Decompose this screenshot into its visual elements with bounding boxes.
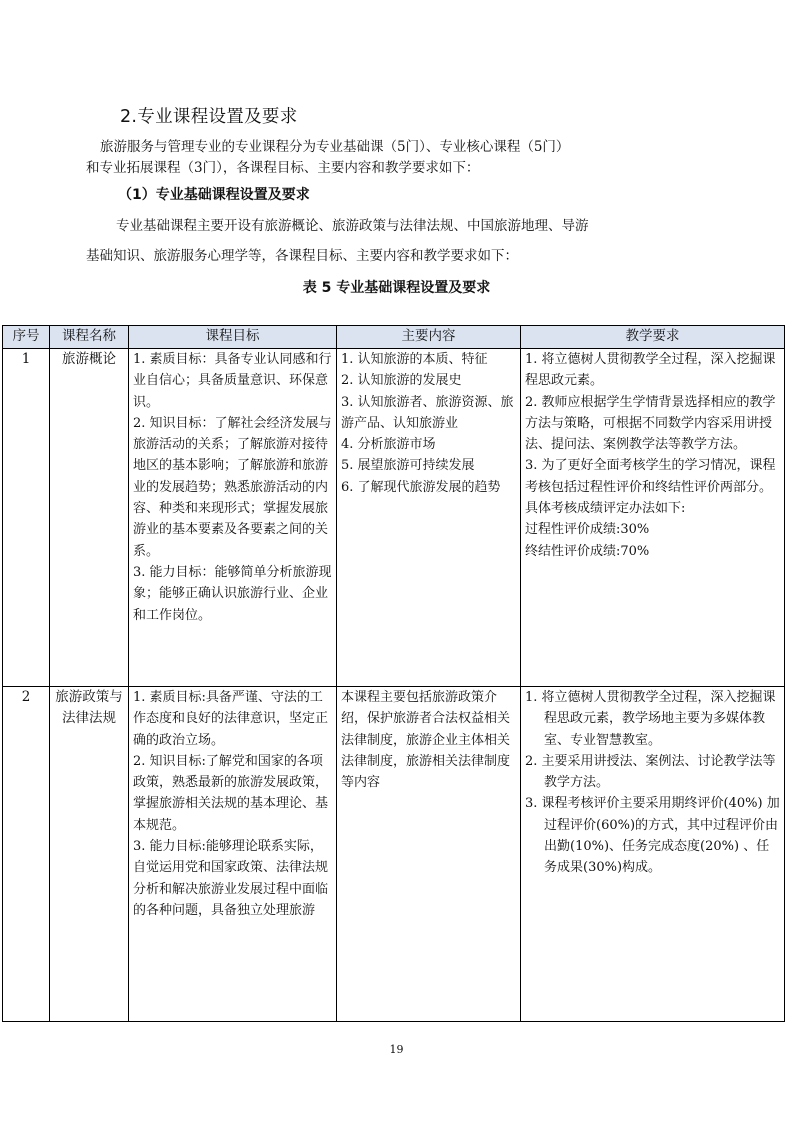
paragraph-line-2: 基础知识、旅游服务心理学等，各课程目标、主要内容和教学要求如下： bbox=[86, 248, 518, 264]
header-content: 主要内容 bbox=[337, 326, 521, 349]
intro-line-1: 旅游服务与管理专业的专业课程分为专业基础课（5门）、专业核心课程（5门） bbox=[100, 139, 570, 155]
content-item: 6. 了解现代旅游发展的趋势 bbox=[341, 479, 501, 495]
goal-item: 2. 知识目标:了解党和国家的各项政策，熟悉最新的旅游发展政策，掌握旅游相关法规的基本理论、基本规范。 bbox=[133, 753, 329, 833]
row-name: 旅游政策与法律法规 bbox=[50, 687, 129, 1022]
requirement-item: 1. 将立德树人贯彻教学全过程，深入挖掘课程思政元素。 bbox=[525, 352, 776, 389]
course-table bbox=[2, 325, 785, 1022]
content-item: 1. 认知旅游的本质、特征 bbox=[341, 352, 488, 367]
content-item: 4. 分析旅游市场 bbox=[341, 437, 436, 453]
requirement-item: 3. 为了更好全面考核学生的学习情况，课程考核包括过程性评价和终结性评价两部分。具体考核成绩评定办法如下: bbox=[525, 458, 776, 517]
requirement-item: 终结性评价成绩:70% bbox=[525, 543, 650, 559]
table-caption: 表 5 专业基础课程设置及要求 bbox=[302, 280, 491, 296]
header-name: 课程名称 bbox=[50, 326, 129, 349]
row-goals bbox=[129, 687, 337, 1022]
row-requirements bbox=[521, 349, 785, 687]
row-content bbox=[337, 349, 521, 687]
row-goals bbox=[129, 349, 337, 687]
content-item: 3. 认知旅游者、旅游资源、旅游产品、认知旅游业 bbox=[341, 394, 514, 431]
content-item: 2. 认知旅游的发展史 bbox=[341, 373, 462, 389]
content-item: 5. 展望旅游可持续发展 bbox=[341, 458, 475, 474]
section-heading: 2.专业课程设置及要求 bbox=[120, 107, 298, 127]
header-goals: 课程目标 bbox=[129, 326, 337, 349]
requirement-item: 2. 教师应根据学生学情背景选择相应的教学方法与策略，可根据不同数学内容采用讲授法、提问法、案例教学法等教学方法。 bbox=[525, 394, 776, 453]
intro-line-2: 和专业拓展课程（3门），各课程目标、主要内容和教学要求如下： bbox=[86, 160, 480, 176]
subsection-heading: （1）专业基础课程设置及要求 bbox=[118, 187, 310, 203]
header-no: 序号 bbox=[3, 326, 50, 349]
page-number: 19 bbox=[389, 1043, 404, 1056]
requirement-item: 过程性评价成绩:30% bbox=[525, 522, 650, 538]
row-no: 2 bbox=[3, 687, 50, 1022]
requirement-item: 1. 将立德树人贯彻教学全过程，深入挖掘课程思政元素，教学场地主要为多媒体教室、专业智慧教室。 bbox=[525, 690, 776, 748]
row-content bbox=[337, 687, 521, 1022]
goal-item: 3. 能力目标：能够简单分析旅游现象；能够正确认识旅游行业、企业和工作岗位。 bbox=[133, 564, 332, 623]
row-no: 1 bbox=[3, 349, 50, 687]
goal-item: 3. 能力目标:能够理论联系实际，自觉运用党和国家政策、法律法规分析和解决旅游业发展过程中面临的各种问题，具备独立处理旅游 bbox=[133, 839, 329, 918]
table-row bbox=[3, 687, 785, 1022]
requirement-item: 3. 课程考核评价主要采用期终评价(40%) 加过程评价(60%)的方式，其中过程评价由出勤(10%)、任务完成态度(20%) 、任务成果(30%)构成。 bbox=[525, 796, 780, 876]
goal-item: 1. 素质目标：具备专业认同感和行业自信心；具备质量意识、环保意识。 bbox=[133, 352, 332, 410]
goal-item: 1. 素质目标:具备严谨、守法的工作态度和良好的法律意识，坚定正确的政治立场。 bbox=[133, 690, 329, 748]
paragraph-line-1: 专业基础课程主要开设有旅游概论、旅游政策与法律法规、中国旅游地理、导游 bbox=[116, 218, 589, 234]
goal-item: 2. 知识目标：了解社会经济发展与旅游活动的关系；了解旅游对接待地区的基本影响；了解旅游和旅游业的发展趋势；熟悉旅游活动的内容、种类和来现形式；掌握发展旅游业的基本要素及各要素之间的关系。 bbox=[133, 415, 332, 559]
requirement-item: 2. 主要采用讲授法、案例法、讨论教学法等教学方法。 bbox=[525, 753, 776, 791]
row-requirements bbox=[521, 687, 785, 1022]
header-requirements: 教学要求 bbox=[521, 326, 785, 349]
table-header-row bbox=[3, 326, 785, 349]
row-name: 旅游概论 bbox=[50, 349, 129, 687]
content-item: 本课程主要包括旅游政策介绍，保护旅游者合法权益相关法律制度，旅游企业主体相关法律制度，旅游相关法律制度等内容 bbox=[341, 690, 511, 791]
table-row bbox=[3, 349, 785, 687]
